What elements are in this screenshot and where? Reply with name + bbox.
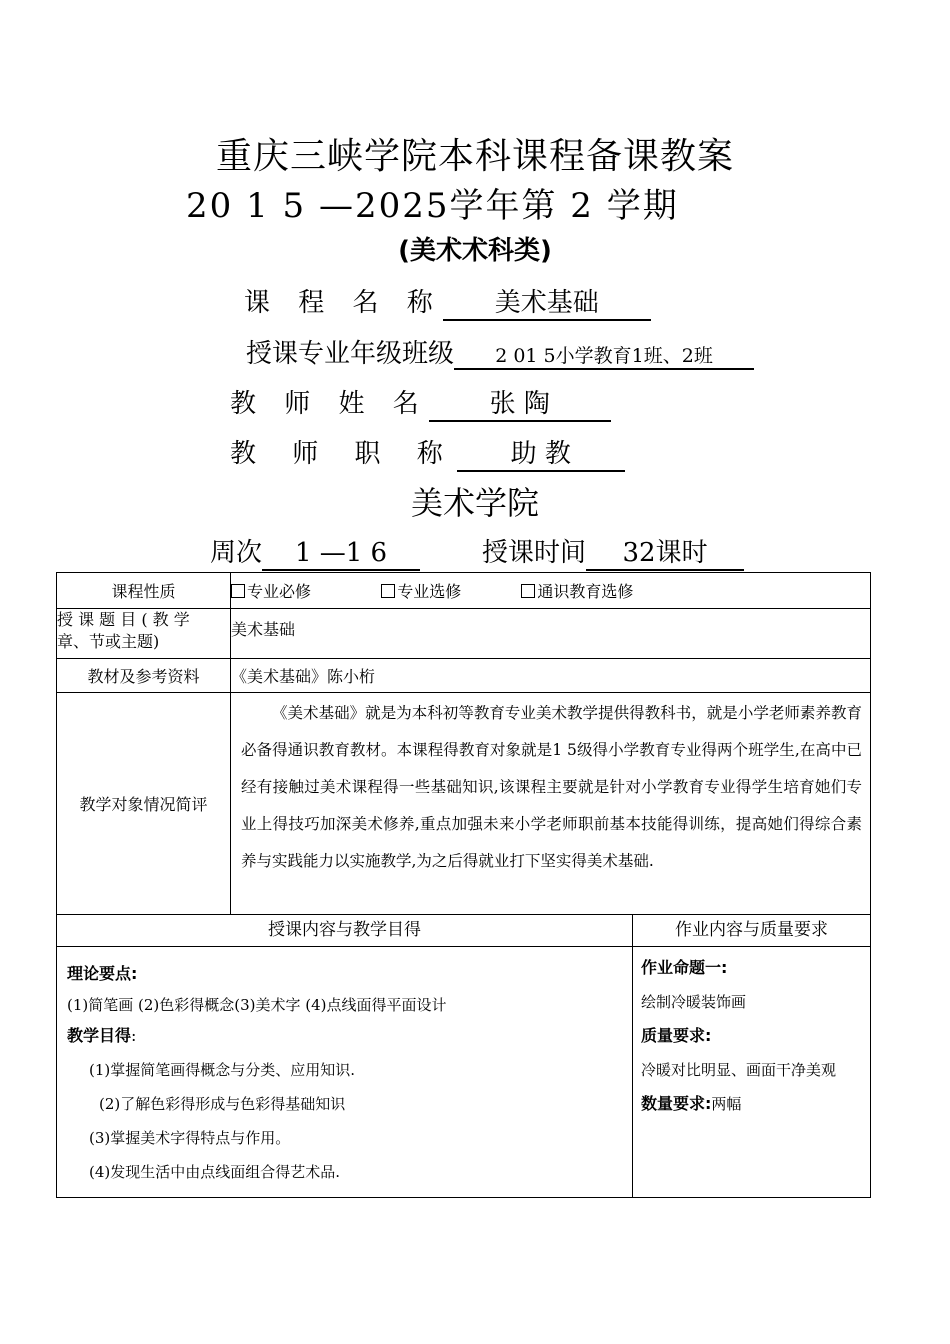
topic-label: 授 课 题 目 ( 教 学 章、节或主题) — [57, 609, 231, 659]
option-general-elective[interactable]: 通识教育选修 — [521, 582, 633, 601]
college-name: 美术学院 — [410, 484, 539, 522]
category-label: (美术术科类) — [398, 236, 552, 266]
teacher-title-label: 教 师 职 称 — [230, 439, 457, 469]
course-name-label: 课 程 名 称 — [244, 288, 443, 318]
checkbox-icon[interactable] — [381, 584, 395, 598]
hours-label: 授课时间 — [482, 538, 587, 568]
option-elective[interactable]: 专业选修 — [381, 582, 461, 601]
course-nature-label: 课程性质 — [57, 573, 231, 609]
content-header: 授课内容与教学目得 — [57, 915, 633, 947]
course-nature-options — [231, 573, 871, 609]
class-label: 授课专业年级班级 — [246, 339, 455, 369]
students-description: 《美术基础》就是为本科初等教育专业美术教学提供得教科书，就是小学老师素养教育必备得通识教育教材。本课程得教育对象就是1 5级得小学教育专业得两个班学生,在高中已经有接触过美术课程得一些基础知识,该课程主要就是针对小学教育专业得学生培育她们专业上得技巧加深美术修养,重点加强未来小学老师职前基本技能得训练，提高她们得综合素养与实践能力以实施教学,为之后得就业打下坚实得美术基础. — [231, 693, 871, 915]
goal-item: (2)了解色彩得形成与色彩得基础知识 — [99, 1095, 346, 1113]
teacher-name-row — [230, 383, 611, 422]
theory-items: (1)简笔画 (2)色彩得概念(3)美术字 (4)点线面得平面设计 — [67, 996, 447, 1014]
homework-value: 绘制冷暖装饰画 — [641, 993, 747, 1011]
checkbox-icon[interactable] — [231, 584, 245, 598]
teacher-title-row — [230, 433, 625, 472]
class-row — [246, 333, 754, 370]
checkbox-icon[interactable] — [521, 584, 535, 598]
schedule-row — [210, 532, 744, 571]
quality-title: 质量要求: — [641, 1026, 712, 1045]
lesson-plan-table — [56, 572, 871, 1198]
quality-value: 冷暖对比明显、画面干净美观 — [641, 1061, 837, 1079]
teacher-name-value: 张 陶 — [429, 390, 611, 422]
materials-label: 教材及参考资料 — [57, 659, 231, 693]
course-name-value: 美术基础 — [443, 289, 651, 321]
goals-title-line: 教学目得: — [67, 1026, 137, 1045]
goal-item: (1)掌握简笔画得概念与分类、应用知识. — [89, 1061, 356, 1079]
goal-item: (3)掌握美术字得特点与作用。 — [89, 1129, 291, 1147]
materials-value: 《美术基础》陈小桁 — [231, 659, 871, 693]
teacher-name-label: 教 师 姓 名 — [230, 389, 429, 419]
topic-value: 美术基础 — [231, 609, 871, 659]
teacher-title-value: 助 教 — [457, 440, 625, 472]
homework-title: 作业命题一: — [641, 958, 728, 977]
homework-header: 作业内容与质量要求 — [633, 915, 871, 947]
course-name-row — [244, 282, 651, 321]
quantity-title: 数量要求: — [641, 1094, 712, 1113]
week-label: 周次 — [210, 538, 263, 568]
students-label: 教学对象情况简评 — [57, 693, 231, 915]
document-title: 重庆三峡学院本科课程备课教案 — [215, 136, 734, 177]
option-required[interactable]: 专业必修 — [231, 582, 311, 601]
theory-title: 理论要点: — [67, 964, 138, 983]
semester-line: 20 1 5 —2025学年第 2 学期 — [186, 186, 679, 226]
goals-title: 教学目得 — [67, 1026, 132, 1045]
hours-value: 32课时 — [586, 539, 744, 571]
homework-cell — [633, 947, 871, 1198]
goal-item: (4)发现生活中由点线面组合得艺术品. — [89, 1163, 341, 1181]
quantity-line — [641, 1087, 862, 1121]
content-cell — [57, 947, 633, 1198]
class-value: 2 01 5小学教育1班、2班 — [454, 342, 754, 370]
quantity-value: 两幅 — [711, 1095, 742, 1113]
week-value: 1 —1 6 — [262, 539, 420, 571]
